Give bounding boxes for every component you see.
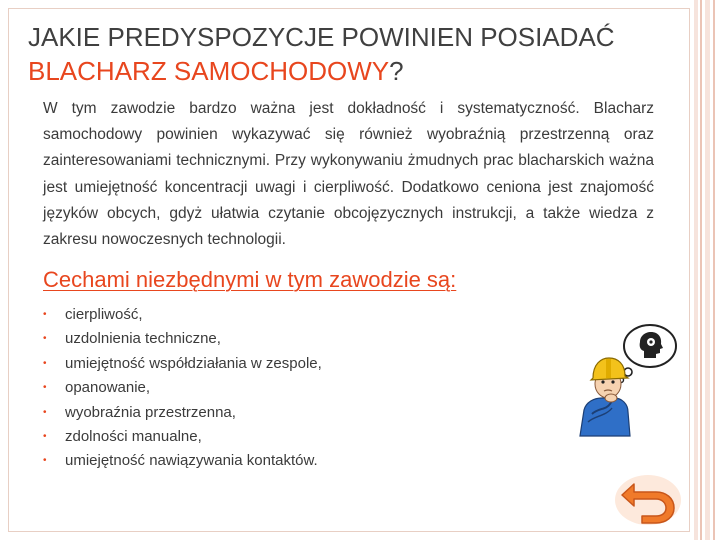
list-item [43,352,322,376]
list-item-text: cierpliwość, [65,306,143,323]
bullet-icon: • [43,382,47,394]
bullet-icon: • [43,431,47,443]
list-item-text: wyobraźnia przestrzenna, [65,403,236,421]
bullet-icon: • [43,357,47,369]
return-arrow-icon[interactable] [612,468,684,528]
bullet-icon: • [43,333,47,345]
traits-list [43,303,322,474]
list-item [43,303,322,327]
decorative-stripe [694,0,698,540]
title-accent: BLACHARZ SAMOCHODOWY [28,56,390,86]
list-item [43,376,322,400]
decorative-stripe [713,0,715,540]
list-item [43,327,322,351]
thinking-worker-icon [570,318,695,438]
bullet-icon: • [43,455,47,467]
decorative-stripe [700,0,702,540]
list-item [43,449,322,473]
list-item-text: uzdolnienia techniczne, [65,330,221,348]
traits-heading: Cechami niezbędnymi w tym zawodzie są: [43,267,457,292]
decorative-stripe [705,0,710,540]
list-item-text: opanowanie, [65,379,151,397]
title-text: JAKIE PREDYSPOZYCJE POWINIEN POSIADAĆ [28,22,615,52]
bullet-icon: • [43,309,47,320]
list-item-text: umiejętność współdziałania w zespole, [65,354,322,372]
description-paragraph: W tym zawodzie bardzo ważna jest dokładność i systematyczność. Blacharz samochodowy powinien wykazywać się również wyobraźnią przestrzenną oraz zainteresowaniami technicznymi. Przy wykonywaniu żmudnych prac blacharskich ważna jest umiejętność koncentracji uwagi i cierpliwość. Dodatkowo ceniona jest znajomość języków obcych, gdyż ułatwia czytanie obcojęzycznych instrukcji, a także wiedza z zakresu nowoczesnych technologii. [43,100,654,249]
bullet-icon: • [43,406,47,418]
slide-title [28,20,668,88]
list-item [43,401,322,425]
list-item-text: umiejętność nawiązywania kontaktów. [65,452,318,470]
title-question-mark: ? [389,56,404,86]
list-item-text: zdolności manualne, [65,428,202,446]
list-item [43,425,322,449]
